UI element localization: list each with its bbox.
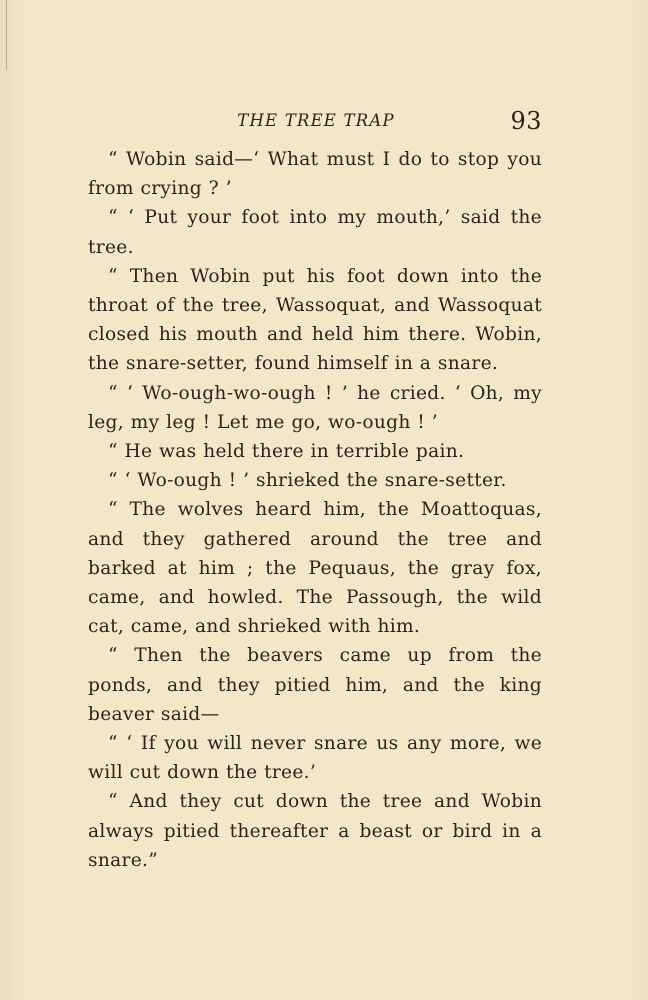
paragraph: “ Then Wobin put his foot down into the throat of the tree, Wassoquat, and Wassoquat closed his mouth and held him there. Wobin, the snare-setter, found himself in a snare. xyxy=(88,265,542,375)
paragraph: “ Then the beavers came up from the ponds, and they pitied him, and the king beaver said— xyxy=(88,645,542,725)
paragraph: “ The wolves heard him, the Moattoquas, and they gathered around the tree and barked at him ; the Pequaus, the gray fox, came, and howled. The Passough, the wild cat, came, and shrieked with him. xyxy=(88,499,542,638)
body-text xyxy=(88,145,542,875)
page-header xyxy=(88,107,544,137)
running-title: THE TREE TRAP xyxy=(237,111,395,130)
page-edge-line xyxy=(6,0,7,70)
page-number: 93 xyxy=(510,107,542,135)
paragraph: “ ‘ Wo-ough ! ’ shrieked the snare-setter. xyxy=(108,470,507,492)
paragraph: “ And they cut down the tree and Wobin always pitied thereafter a beast or bird in a snare.” xyxy=(88,791,542,871)
paragraph: “ ‘ Wo-ough-wo-ough ! ’ he cried. ‘ Oh, my leg, my leg ! Let me go, wo-ough ! ’ xyxy=(88,382,542,433)
paragraph: “ He was held there in terrible pain. xyxy=(108,441,465,463)
paragraph: “ Wobin said—‘ What must I do to stop you from crying ? ’ xyxy=(88,149,542,200)
paragraph: “ ‘ Put your foot into my mouth,’ said the tree. xyxy=(88,207,542,258)
paragraph: “ ‘ If you will never snare us any more, we will cut down the tree.’ xyxy=(88,733,542,784)
